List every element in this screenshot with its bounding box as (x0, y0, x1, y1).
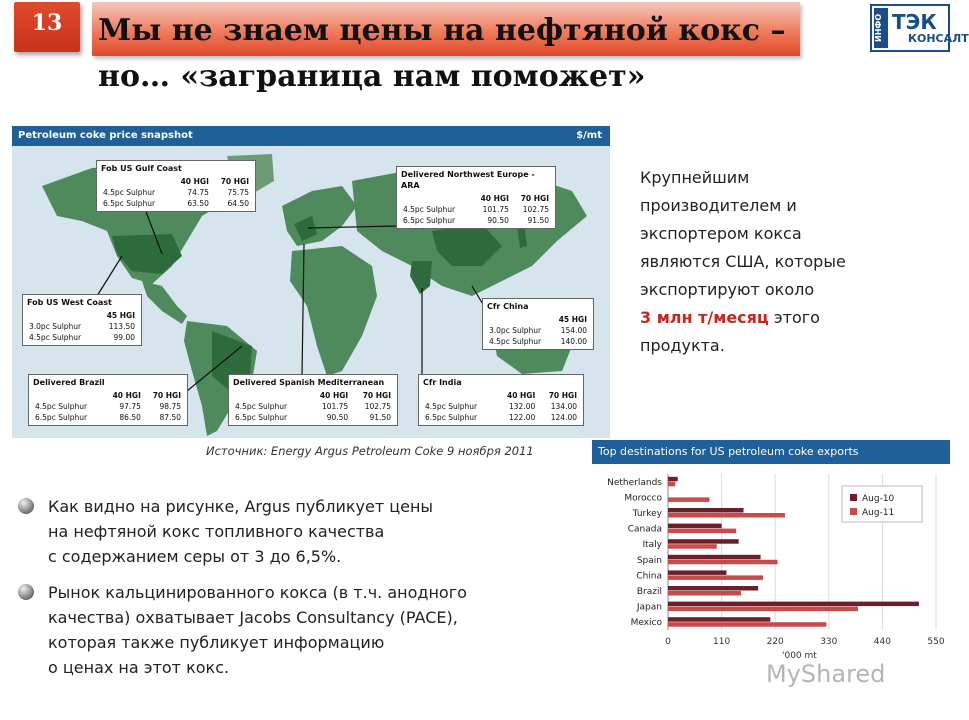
x-tick-label: 550 (927, 637, 945, 647)
price-box-title: Fob US Gulf Coast (101, 164, 182, 173)
bullet-list (16, 494, 586, 691)
category-label: Morocco (624, 493, 662, 504)
bar-aug-11 (668, 529, 736, 534)
bullet-item (16, 580, 586, 680)
category-label: Brazil (636, 587, 662, 597)
company-logo (870, 4, 969, 52)
category-label: Turkey (632, 509, 662, 519)
category-label: Canada (627, 524, 662, 535)
price-box-nw-europe: Delivered Northwest Europe - ARA 40 HGI 70 HGI 4.5pc Sulphur 101.75 102.75 6.5pc Sulphur 90.50 91.50 (396, 166, 556, 229)
x-tick-label: 330 (820, 637, 838, 647)
category-label: Spain (636, 555, 662, 566)
bar-aug-11 (668, 560, 778, 565)
map-source: Источник: Energy Argus Petroleum Coke 9 ноября 2011 (206, 444, 534, 458)
chart-title: Top destinations for US petroleum coke exports (592, 440, 950, 464)
bar-aug-10 (668, 508, 744, 513)
bar-aug-10 (668, 555, 761, 560)
price-box-title: Cfr India (423, 378, 462, 387)
x-tick-label: 220 (766, 637, 784, 647)
watermark: MyShared (766, 660, 886, 688)
bullet-item (16, 494, 586, 569)
title-line-1: Мы не знаем цены на нефтяной кокс – (98, 13, 786, 48)
legend-swatch (850, 508, 857, 515)
right-text-line-highlight (640, 304, 910, 332)
x-tick-label: 440 (873, 637, 891, 647)
price-map-panel (12, 126, 610, 438)
logo-part-3: КОНСАЛТ (908, 32, 969, 45)
bar-aug-10 (668, 602, 919, 607)
legend-label: Aug-11 (862, 508, 895, 518)
title-line-2: но… «заграница нам поможет» (98, 59, 646, 94)
bar-aug-10 (668, 570, 726, 575)
right-text-block (640, 164, 910, 360)
bullet-line: о ценах на этот кокс. (48, 658, 230, 677)
bar-aug-10 (668, 477, 678, 482)
bullet-dot-icon (18, 584, 34, 600)
bar-aug-11 (668, 591, 741, 596)
bullet-dot-icon (18, 498, 34, 514)
map-header (12, 126, 610, 146)
price-box-title: Fob US West Coast (27, 298, 112, 307)
bar-aug-10 (668, 617, 770, 622)
slide-number: 13 (31, 10, 63, 36)
bullet-line: с содержанием серы от 3 до 6,5%. (48, 547, 342, 566)
bullet-line: качества) охватывает Jacobs Consultancy (PACE), (48, 608, 458, 627)
category-label: Japan (636, 602, 662, 613)
map-title: Petroleum coke price snapshot (18, 130, 193, 141)
bar-aug-11 (668, 622, 826, 627)
price-box-india: Cfr India 40 HGI 70 HGI 4.5pc Sulphur 132.00 134.00 6.5pc Sulphur 122.00 124.00 (418, 374, 584, 426)
right-text-line: Крупнейшим (640, 168, 750, 187)
logo-part-2: ТЭК (892, 10, 937, 34)
category-label: China (636, 571, 662, 582)
price-box-title: Cfr China (487, 302, 529, 311)
bullet-line: Как видно на рисунке, Argus публикует цены (48, 497, 434, 516)
price-box-title: Delivered Northwest Europe - ARA (401, 170, 535, 190)
bar-aug-11 (668, 513, 785, 518)
price-box-gulf-coast: Fob US Gulf Coast 40 HGI 70 HGI 4.5pc Sulphur 74.75 75.75 6.5pc Sulphur 63.50 64.50 (96, 160, 256, 212)
right-text-line: экспортером кокса (640, 224, 802, 243)
x-tick-label: 0 (665, 637, 671, 647)
category-label: Netherlands (607, 477, 662, 488)
logo-part-1: ИНФО (874, 8, 888, 48)
highlight-value: 3 млн т/месяц (640, 308, 769, 327)
right-text-line: продукта. (640, 336, 725, 355)
page-title (98, 8, 858, 100)
bullet-line: на нефтяной кокс топливного качества (48, 522, 385, 541)
price-box-title: Delivered Brazil (33, 378, 105, 387)
legend-swatch (850, 494, 857, 501)
exports-bar-chart (592, 464, 950, 662)
price-box-china: Cfr China 45 HGI 3.0pc Sulphur 154.00 4.5pc Sulphur 140.00 (482, 298, 594, 350)
bar-aug-11 (668, 482, 675, 487)
price-box-brazil: Delivered Brazil 40 HGI 70 HGI 4.5pc Sulphur 97.75 98.75 6.5pc Sulphur 86.50 87.50 (28, 374, 188, 426)
exports-chart-panel (592, 440, 950, 662)
bar-aug-11 (668, 607, 858, 612)
after-highlight: этого (768, 308, 820, 327)
right-text-line: производителем и (640, 196, 797, 215)
bar-aug-11 (668, 497, 709, 502)
price-box-west-coast: Fob US West Coast 45 HGI 3.0pc Sulphur 113.50 4.5pc Sulphur 99.00 (22, 294, 142, 346)
right-text-line: являются США, которые (640, 252, 846, 271)
bar-aug-10 (668, 586, 758, 591)
price-box-title: Delivered Spanish Mediterranean (233, 378, 385, 387)
right-text-line: экспортируют около (640, 280, 815, 299)
bullet-line: которая также публикует информацию (48, 633, 385, 652)
x-tick-label: 110 (713, 637, 731, 647)
map-unit: $/mt (576, 130, 602, 141)
legend-label: Aug-10 (862, 494, 895, 504)
category-label: Italy (642, 540, 662, 551)
x-axis-label: '000 mt (782, 651, 817, 661)
bar-aug-11 (668, 575, 763, 580)
bar-aug-11 (668, 544, 717, 549)
slide-number-badge (14, 2, 80, 52)
bullet-line: Рынок кальцинированного кокса (в т.ч. анодного (48, 583, 467, 602)
price-box-spanish-med: Delivered Spanish Mediterranean 40 HGI 70 HGI 4.5pc Sulphur 101.75 102.75 6.5pc Sulphur 90.50 91.50 (228, 374, 398, 426)
bar-aug-10 (668, 524, 722, 529)
category-label: Mexico (630, 618, 662, 629)
bar-aug-10 (668, 539, 739, 544)
